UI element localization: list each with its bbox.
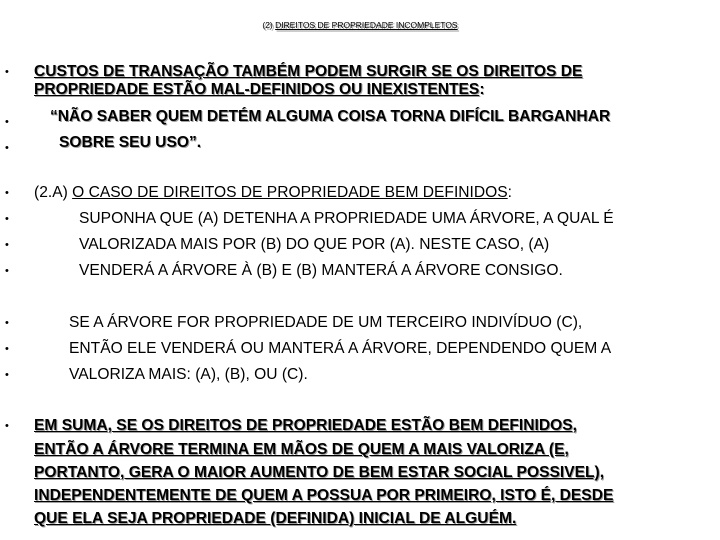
intro-line-2	[34, 80, 485, 100]
title-prefix: (2)	[262, 20, 276, 30]
bullet: •	[5, 420, 9, 432]
case-a-heading-tail: :	[507, 184, 513, 201]
summary-line-1: EM SUMA, SE OS DIREITOS DE PROPRIEDADE ESTÃO BEM DEFINIDOS,	[34, 417, 577, 434]
bullet: •	[5, 116, 9, 128]
intro-line-1: CUSTOS DE TRANSAÇÃO TAMBÉM PODEM SURGIR SE OS DIREITOS DE	[34, 63, 583, 80]
intro-quote-line-2: SOBRE SEU USO”.	[59, 134, 202, 151]
slide-title	[0, 10, 720, 40]
case-a-line-4: VENDERÁ A ÁRVORE À (B) E (B) MANTERÁ A ÁRVORE CONSIGO.	[79, 262, 563, 279]
third-party-line-3: VALORIZA MAIS: (A), (B), OU (C).	[69, 366, 308, 383]
summary-line-4: INDEPENDENTEMENTE DE QUEM A POSSUA POR PRIMEIRO, ISTO É, DESDE	[34, 487, 614, 504]
bullet: •	[5, 66, 9, 78]
summary-line-2: ENTÃO A ÁRVORE TERMINA EM MÃOS DE QUEM A MAIS VALORIZA (E,	[34, 441, 569, 458]
bullet: •	[5, 369, 9, 381]
case-a-line-3: VALORIZADA MAIS POR (B) DO QUE POR (A). NESTE CASO, (A)	[79, 236, 550, 253]
third-party-line-1: SE A ÁRVORE FOR PROPRIEDADE DE UM TERCEIRO INDIVÍDUO (C),	[69, 314, 583, 331]
case-a-heading-underlined: O CASO DE DIREITOS DE PROPRIEDADE BEM DEFINIDOS	[72, 184, 508, 201]
intro-line-2-tail: :	[479, 81, 485, 98]
intro-line-2-underlined: PROPRIEDADE ESTÃO MAL-DEFINIDOS OU INEXISTENTES	[34, 81, 480, 98]
bullet: •	[5, 213, 9, 225]
bullet: •	[5, 265, 9, 277]
bullet: •	[5, 142, 9, 154]
case-a-prefix: (2.A)	[34, 184, 73, 201]
summary-line-3: PORTANTO, GERA O MAIOR AUMENTO DE BEM ESTAR SOCIAL POSSIVEL),	[34, 464, 605, 481]
case-a-heading	[34, 183, 512, 203]
third-party-line-2: ENTÃO ELE VENDERÁ OU MANTERÁ A ÁRVORE, DEPENDENDO QUEM A	[69, 340, 612, 357]
bullet: •	[5, 317, 9, 329]
intro-quote-line-1: “NÃO SABER QUEM DETÉM ALGUMA COISA TORNA DIFÍCIL BARGANHAR	[50, 108, 611, 125]
summary-line-5: QUE ELA SEJA PROPRIEDADE (DEFINIDA) INICIAL DE ALGUÉM.	[34, 510, 517, 527]
bullet: •	[5, 239, 9, 251]
bullet: •	[5, 343, 9, 355]
case-a-line-2: SUPONHA QUE (A) DETENHA A PROPRIEDADE UMA ÁRVORE, A QUAL É	[79, 210, 614, 227]
bullet: •	[5, 187, 9, 199]
title-main: DIREITOS DE PROPRIEDADE INCOMPLETOS	[275, 20, 458, 30]
